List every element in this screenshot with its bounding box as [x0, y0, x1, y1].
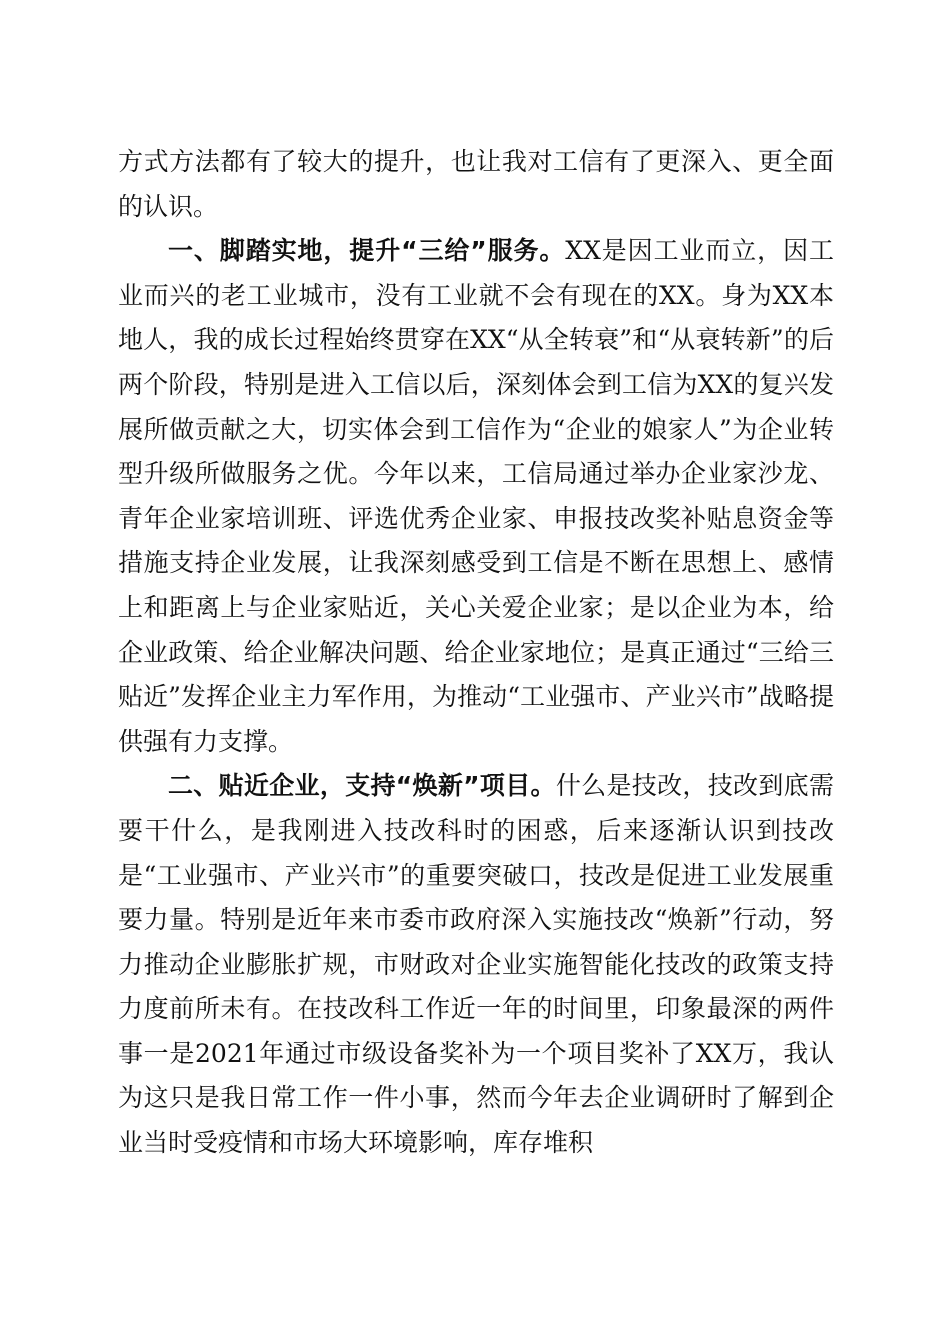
- section-two-heading: 二、贴近企业，支持“焕新”项目。: [168, 771, 556, 801]
- section-two-text: 什么是技改，技改到底需要干什么，是我刚进入技改科时的困惑，后来逐渐认识到技改是“工业强市、产业兴市”的重要突破口，技改是促进工业发展重要力量。特别是近年来市委市政府深入实施技改“焕新”行动，努力推动企业膨胀扩规，市财政对企业实施智能化技改的政策支持力度前所未有。在技改科工作近一年的时间里，印象最深的两件事一是2021年通过市级设备奖补为一个项目奖补了XX万，我认为这只是我日常工作一件小事，然而今年去企业调研时了解到企业当时受疫情和市场大环境影响，库存堆积: [118, 771, 834, 1158]
- section-one-heading: 一、脚踏实地，提升“三给”服务。: [168, 236, 566, 266]
- section-one-text: XX是因工业而立，因工业而兴的老工业城市，没有工业就不会有现在的XX。身为XX本地人，我的成长过程始终贯穿在XX“从全转衰”和“从衰转新”的后两个阶段，特别是进入工信以后，深刻体会到工信为XX的复兴发展所做贡献之大，切实体会到工信作为“企业的娘家人”为企业转型升级所做服务之优。今年以来，工信局通过举办企业家沙龙、青年企业家培训班、评选优秀企业家、申报技改奖补贴息资金等措施支持企业发展，让我深刻感受到工信是不断在思想上、感情上和距离上与企业家贴近，关心关爱企业家；是以企业为本，给企业政策、给企业解决问题、给企业家地位；是真正通过“三给三贴近”发挥企业主力军作用，为推动“工业强市、产业兴市”战略提供强有力支撑。: [118, 236, 834, 756]
- paragraph-continuation: [118, 140, 834, 229]
- document-body: [118, 140, 834, 1166]
- paragraph-text: 方式方法都有了较大的提升，也让我对工信有了更深入、更全面的认识。: [118, 147, 834, 221]
- section-two-paragraph: [118, 764, 834, 1165]
- section-one-paragraph: [118, 229, 834, 764]
